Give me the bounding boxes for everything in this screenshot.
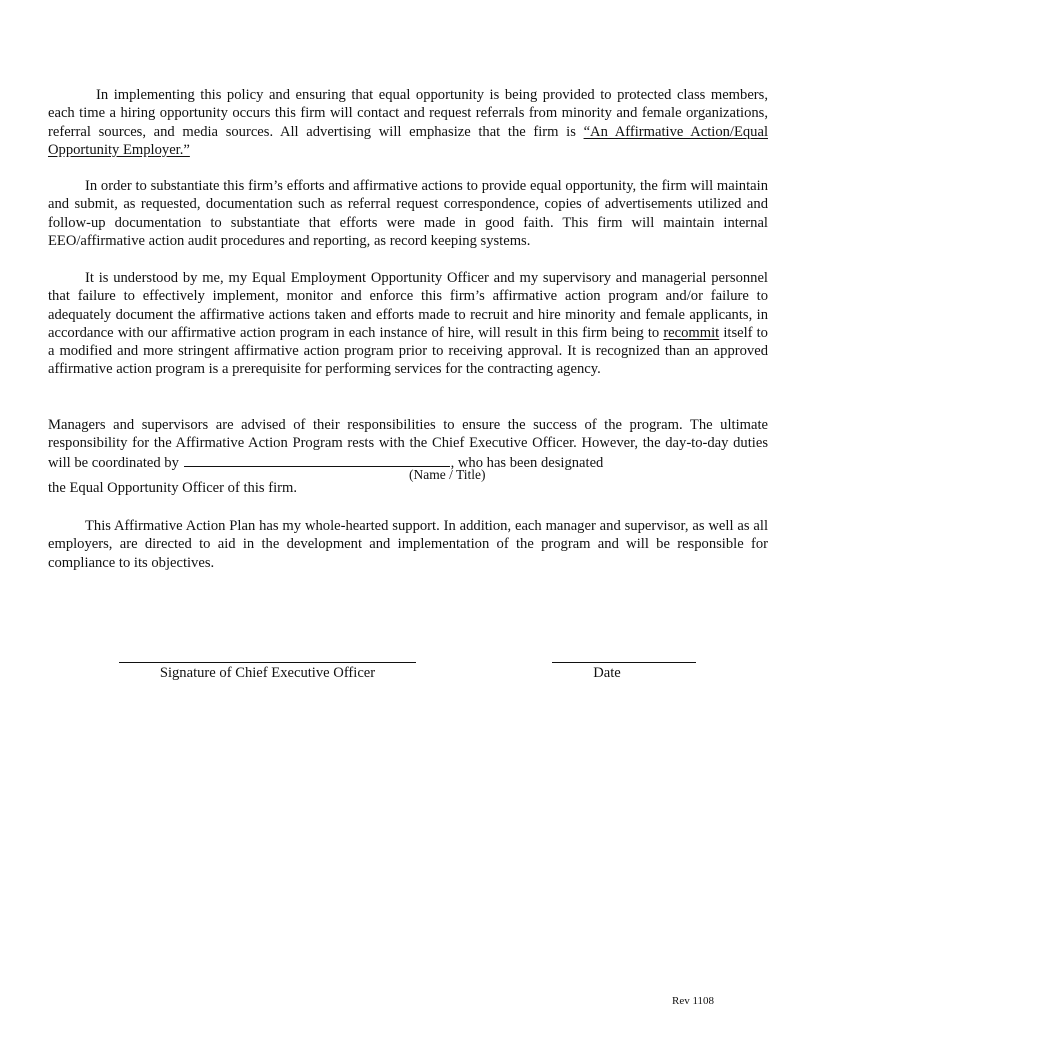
ceo-signature-label: Signature of Chief Executive Officer [159,665,376,681]
paragraph-text: , who has been designated [450,454,604,471]
paragraph-support [48,517,768,572]
name-title-caption: (Name / Title) [409,467,486,482]
paragraph-responsibilities [48,416,768,472]
paragraph-enforcement [48,269,768,379]
date-label: Date [593,665,621,681]
recommit-word: recommit [663,324,720,341]
paragraph-text: This Affirmative Action Plan has my whole-hearted support. In addition, each manager and supervisor, as well as all employers, are directed to aid in the development and implementation of the program and will be responsible for compliance to its objectives. [48,518,768,571]
eeo-employer-phrase: “An Affirmative Action/Equal Opportunity Employer.” [48,123,769,158]
paragraph-text: In implementing this policy and ensuring that equal opportunity is being provided to protected class members, each time a hiring opportunity occurs this firm will contact and request referrals from minority and female organizations, referral sources, and media sources. All advertising will emphasize that the firm is [48,87,768,140]
ceo-signature-line[interactable] [119,662,416,663]
paragraph-text: itself to a modified and more stringent affirmative action program prior to receiving approval. It is recognized than an approved affirmative action program is a prerequisite for performing services for the contracting agency. [48,324,768,378]
paragraph-text: Managers and supervisors are advised of their responsibilities to ensure the success of the program. The ultimate responsibility for the Affirmative Action Program rests with the Chief Executive Officer. However, the day-to-day duties will be coordinated by [48,417,768,471]
paragraph-documentation [48,177,768,250]
paragraph-responsibilities-last-line: the Equal Opportunity Officer of this firm. [48,480,297,496]
paragraph-text: It is understood by me, my Equal Employment Opportunity Officer and my supervisory and managerial personnel that failure to effectively implement, monitor and enforce this firm’s affirmative action program and/or failure to adequately document the affirmative actions taken and efforts made to recruit and hire minority and female applicants, in accordance with our affirmative action program in each instance of hire, will result in this firm being to [48,270,768,341]
paragraph-policy-implementation [48,86,768,159]
revision-label: Rev 1108 [672,995,715,1007]
paragraph-text: In order to substantiate this firm’s efforts and affirmative actions to provide equal opportunity, the firm will maintain and submit, as requested, documentation such as referral request correspondence, copies of advertisements utilized and follow-up documentation to substantiate that efforts were made in good faith. This firm will maintain internal EEO/affirmative action audit procedures and reporting, as record keeping systems. [48,178,768,249]
date-signature-line[interactable] [552,662,696,663]
name-title-blank[interactable] [184,453,450,467]
